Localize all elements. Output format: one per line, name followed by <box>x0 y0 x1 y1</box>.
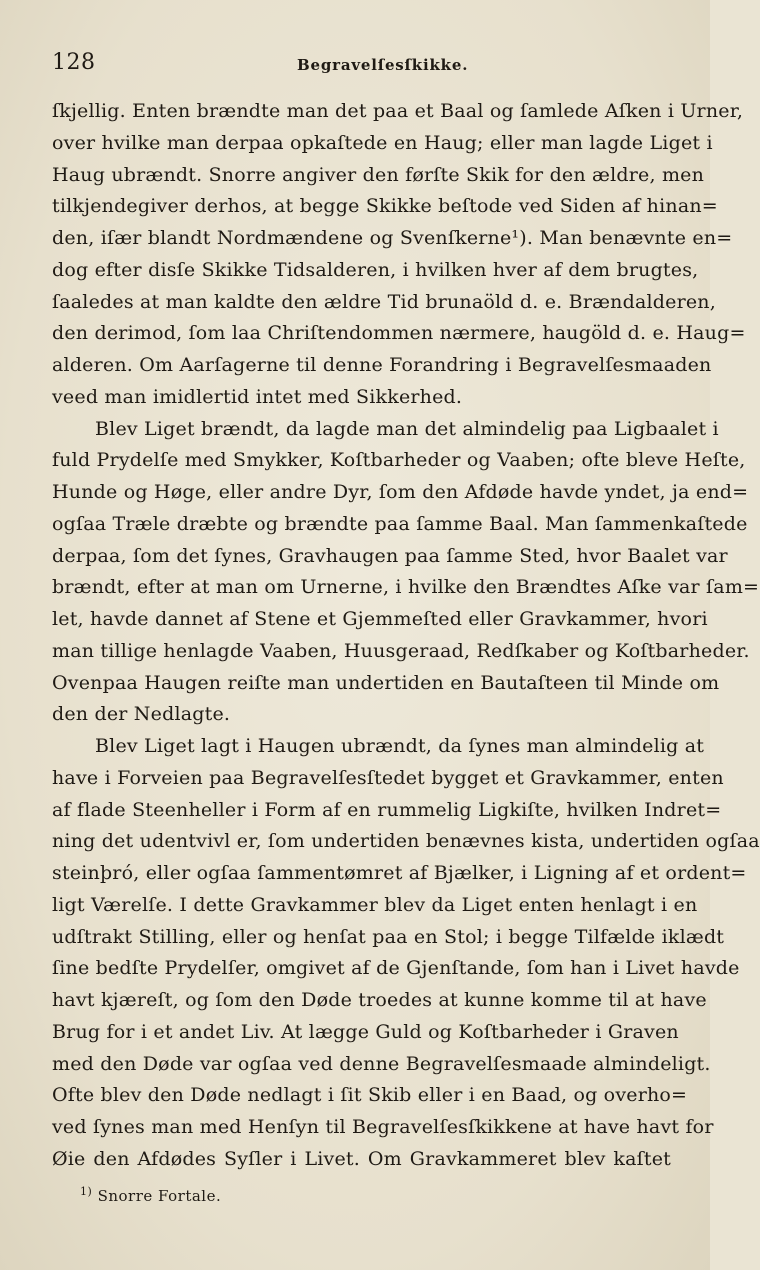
text-line: Ofte blev den Døde nedlagt i ſit Skib eller i en Baad, og overho= <box>52 1084 688 1107</box>
text-line: af flade Steenheller i Form af en rummelig Ligkiſte, hvilken Indret= <box>52 798 722 821</box>
text-line: ſkjellig. Enten brændte man det paa et Baal og ſamlede Aſken i Urner, <box>52 100 744 122</box>
text-line: Blev Liget brændt, da lagde man det almindelig paa Ligbaalet i <box>95 417 719 440</box>
text-line: ved ſynes man med Henſyn til Begravelſesſkikkene at have havt for <box>52 1116 714 1138</box>
text-line: let, havde dannet af Stene et Gjemmeſted eller Gravkammer, hvori <box>52 608 708 630</box>
text-line: havt kjæreſt, og ſom den Døde troedes at kunne komme til at have <box>52 989 707 1011</box>
text-line: steinþró, eller ogſaa ſammentømret af Bjælker, i Ligning af et ordent= <box>52 862 747 884</box>
text-line: udſtrakt Stilling, eller og henſat paa en Stol; i begge Tilfælde iklædt <box>52 925 725 948</box>
text-line: Øie den Afdødes Syſler i Livet. Om Gravkammeret blev kaſtet <box>52 1147 671 1170</box>
text-line: over hvilke man derpaa opkaſtede en Haug; eller man lagde Liget i <box>52 131 713 154</box>
footnote-text: Snorre Fortale. <box>97 1187 222 1205</box>
text-line: alderen. Om Aarſagerne til denne Forandring i Begravelſesmaaden <box>52 354 712 376</box>
running-title: Begravelſesſkikke. <box>297 56 469 74</box>
text-line: derpaa, ſom det ſynes, Gravhaugen paa ſamme Sted, hvor Baalet var <box>52 544 728 567</box>
text-line: ſine bedſte Prydelſer, omgivet af de Gjenſtande, ſom han i Livet havde <box>52 957 740 980</box>
text-line: Brug for i et andet Liv. At lægge Guld og Koſtbarheder i Graven <box>52 1020 679 1043</box>
page-number: 128 <box>52 50 96 75</box>
text-line: Haug ubrændt. Snorre angiver den førſte Skik for den ældre, men <box>52 163 705 186</box>
text-line: brændt, efter at man om Urnerne, i hvilke den Brændtes Aſke var ſam= <box>52 576 760 599</box>
text-line: have i Forveien paa Begravelſesſtedet bygget et Gravkammer, enten <box>52 766 724 789</box>
body-text <box>52 96 760 1176</box>
text-line: ſaaledes at man kaldte den ældre Tid brunaöld d. e. Brændalderen, <box>52 290 716 313</box>
text-line: Hunde og Høge, eller andre Dyr, ſom den Afdøde havde yndet, ja end= <box>52 481 749 503</box>
text-line: veed man imidlertid intet med Sikkerhed. <box>52 385 463 408</box>
text-line: tilkjendegiver derhos, at begge Skikke beſtode ved Siden af hinan= <box>52 195 718 218</box>
text-line: man tillige henlagde Vaaben, Huusgeraad, Redſkaber og Koſtbarheder. <box>52 639 750 662</box>
text-line: ogſaa Træle dræbte og brændte paa ſamme Baal. Man ſammenkaſtede <box>52 512 748 535</box>
page-header <box>52 50 672 80</box>
text-line: ligt Værelſe. I dette Gravkammer blev da Liget enten henlagt i en <box>52 893 698 916</box>
text-line: med den Døde var ogſaa ved denne Begravelſesmaade almindeligt. <box>52 1052 711 1075</box>
text-line: ning det udentvivl er, ſom undertiden benævnes kista, undertiden ogſaa <box>52 830 760 853</box>
text-line: den derimod, ſom laa Chriſtendommen nærmere, haugöld d. e. Haug= <box>52 322 746 345</box>
text-line: den, iſær blandt Nordmændene og Svenſkerne¹). Man benævnte en= <box>52 227 733 249</box>
text-line: dog efter disſe Skikke Tidsalderen, i hvilken hver af dem brugtes, <box>52 258 699 281</box>
footnote-marker: 1) <box>80 1185 93 1198</box>
text-line: den der Nedlagte. <box>52 703 231 726</box>
text-line: fuld Prydelſe med Smykker, Koſtbarheder og Vaaben; ofte bleve Heſte, <box>52 449 746 472</box>
footnote <box>80 1185 221 1205</box>
text-line: Ovenpaa Haugen reiſte man undertiden en Bautaſteen til Minde om <box>52 671 720 694</box>
text-line: Blev Liget lagt i Haugen ubrændt, da ſynes man almindelig at <box>95 735 705 757</box>
